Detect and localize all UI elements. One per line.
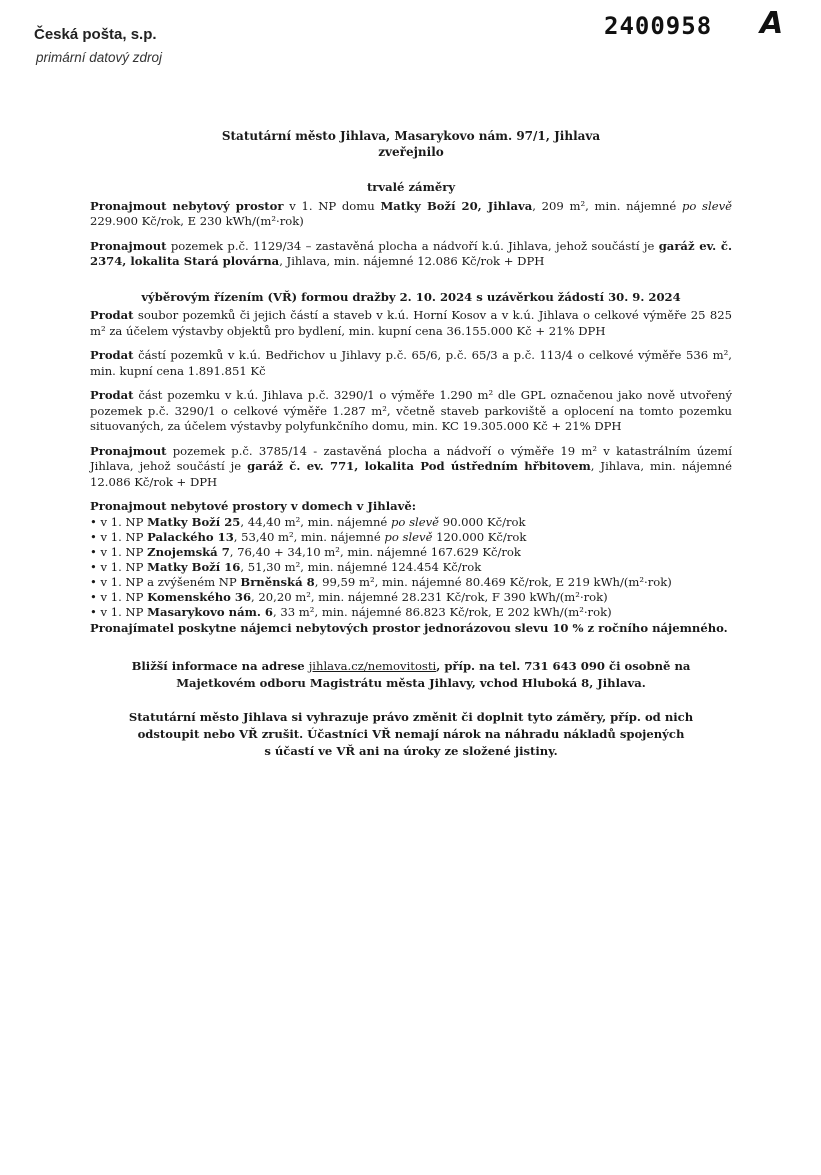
document-number: 2400958	[604, 12, 713, 40]
intent-item: Prodat částí pozemků v k.ú. Bedřichov u Jihlavy p.č. 65/6, p.č. 65/3 a p.č. 113/4 o celkové výměře 536 m², min. kupní cena 1.891.851 Kč	[90, 348, 732, 378]
list-item: • v 1. NP Komenského 36, 20,20 m², min. nájemné 28.231 Kč/rok, F 390 kWh/(m²·rok)	[90, 589, 608, 604]
intent-item: Pronajmout nebytový prostor v 1. NP domu Matky Boží 20, Jihlava, 209 m², min. nájemné po slevě 229.900 Kč/rok, E 230 kWh/(m²·rok)	[90, 198, 732, 228]
publisher-verb: zveřejnilo	[378, 145, 444, 159]
list-item: • v 1. NP Matky Boží 16, 51,30 m², min. nájemné 124.454 Kč/rok	[90, 559, 482, 574]
notice-body	[90, 128, 732, 760]
section-heading-permanent: trvalé záměry	[366, 180, 456, 194]
intent-item: Pronajmout pozemek p.č. 1129/34 – zastavěná plocha a nádvoří k.ú. Jihlava, jehož součástí je garáž ev. č. 2374, lokalita Stará plovárna, Jihlava, min. nájemné 12.086 Kč/rok + DPH	[90, 238, 733, 268]
houses-list	[90, 515, 732, 620]
list-item: • v 1. NP Palackého 13, 53,40 m², min. nájemné po slevě 120.000 Kč/rok	[90, 529, 527, 544]
publisher-line: Statutární město Jihlava, Masarykovo nám. 97/1, Jihlava	[221, 129, 601, 143]
intent-item: Pronajmout pozemek p.č. 3785/14 - zastavěná plocha a nádvoří o výměře 19 m² v katastrálním území Jihlava, jehož součástí je garáž č. ev. 771, lokalita Pod ústředním hřbitovem, Jihlava, min. nájemné 12.086 Kč/rok + DPH	[90, 443, 732, 489]
website-link[interactable]: jihlava.cz/nemovitosti	[308, 659, 437, 673]
section-heading-auction: výběrovým řízením (VŘ) formou dražby 2. 10. 2024 s uzávěrkou žádostí 30. 9. 2024	[141, 289, 681, 304]
discount-note: Pronajímatel poskytne nájemci nebytových prostor jednorázovou slevu 10 % z ročního nájemného.	[90, 620, 728, 635]
intent-item: Prodat soubor pozemků či jejich částí a staveb v k.ú. Horní Kosov a v k.ú. Jihlava o celkové výměře 25 825 m² za účelem výstavby objektů pro bydlení, min. kupní cena 36.155.000 Kč + 21% DPH	[90, 308, 732, 338]
sender-name: Česká pošta, s.p.	[34, 26, 157, 43]
list-item: • v 1. NP Masarykovo nám. 6, 33 m², min. nájemné 86.823 Kč/rok, E 202 kWh/(m²·rok)	[90, 604, 612, 619]
header-stamp	[34, 26, 162, 65]
disclaimer: Statutární město Jihlava si vyhrazuje právo změnit či doplnit tyto záměry, příp. od nich odstoupit nebo VŘ zrušit. Účastníci VŘ nemají nárok na náhradu nákladů spojených s účastí ve VŘ ani na úroky ze složené jistiny.	[128, 710, 694, 758]
contact-info: Bližší informace na adrese jihlava.cz/nemovitosti, příp. na tel. 731 643 090 či osobně na Majetkovém odboru Magistrátu města Jihlavy, vchod Hluboká 8, Jihlava.	[131, 659, 691, 690]
list-item: • v 1. NP a zvýšeném NP Brněnská 8, 99,59 m², min. nájemné 80.469 Kč/rok, E 219 kWh/(m²·rok)	[90, 574, 672, 589]
list-item: • v 1. NP Matky Boží 25, 44,40 m², min. nájemné po slevě 90.000 Kč/rok	[90, 514, 526, 529]
intent-item: Prodat část pozemku v k.ú. Jihlava p.č. 3290/1 o výměře 1.290 m² dle GPL označenou jako nově utvořený pozemek p.č. 3290/1 o celkové výměře 1.287 m², včetně staveb parkoviště a oplocení na tomto pozemku situovaných, za účelem výstavby polyfunkčního domu, min. KC 19.305.000 Kč + 21% DPH	[90, 388, 732, 433]
source-label: primární datový zdroj	[36, 50, 163, 65]
document-number-suffix: A	[760, 6, 784, 41]
houses-heading: Pronajmout nebytové prostory v domech v Jihlavě:	[90, 499, 417, 513]
list-item: • v 1. NP Znojemská 7, 76,40 + 34,10 m², min. nájemné 167.629 Kč/rok	[90, 544, 521, 559]
